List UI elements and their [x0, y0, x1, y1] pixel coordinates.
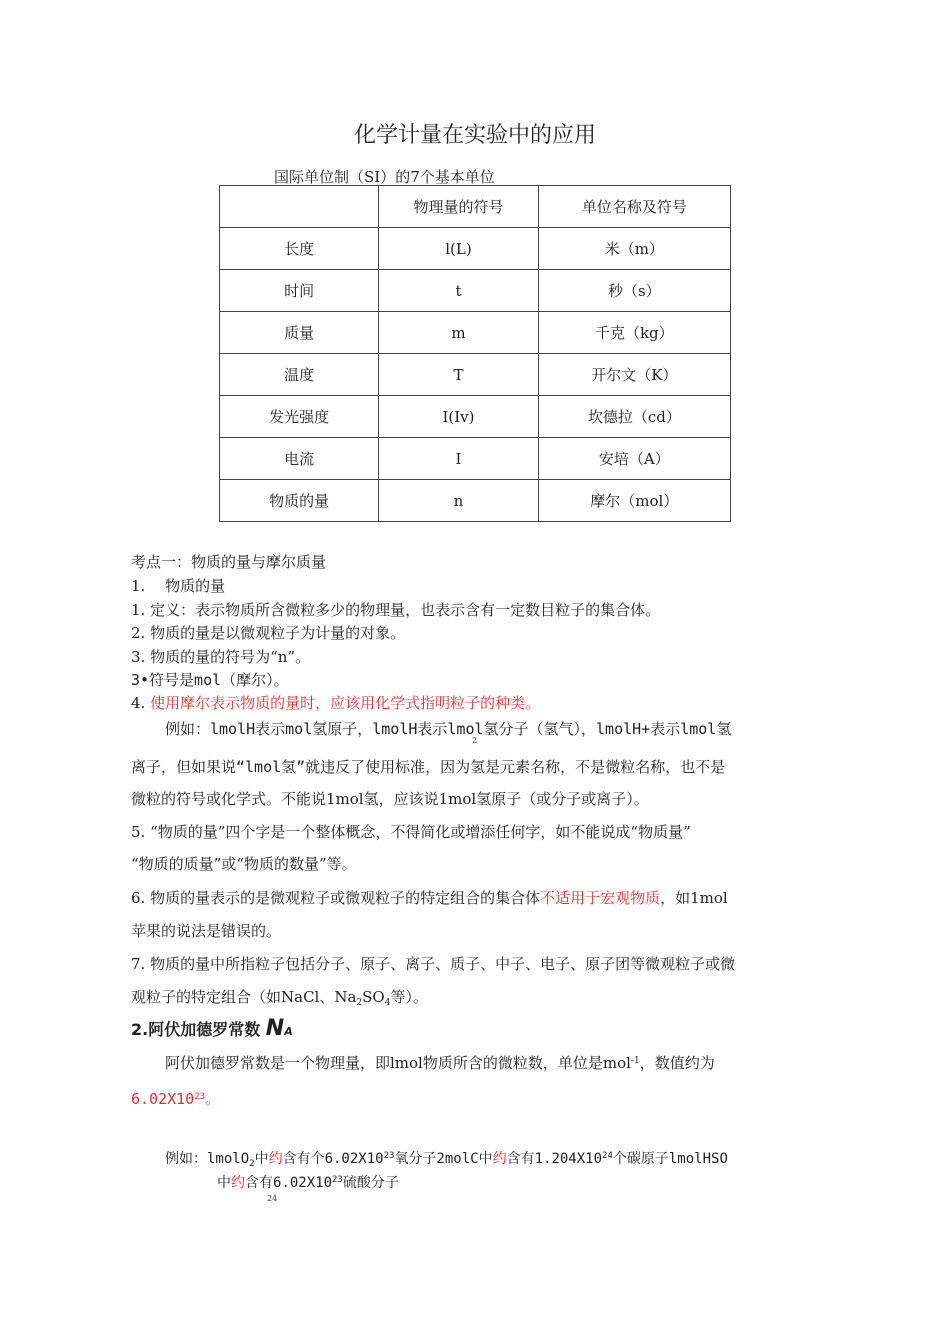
value-end: 。	[205, 1090, 221, 1108]
list-item: 苹果的说法是错误的。	[131, 922, 282, 940]
table-cell: n	[379, 480, 538, 522]
list-item	[131, 887, 728, 908]
text-run: 中	[217, 1175, 231, 1191]
example-line: 微粒的符号或化学式。不能说1mol氢，应该说1mol氢原子（或分子或离子）。	[131, 790, 649, 808]
text-run: 个碳原子lmolHSO	[612, 1151, 728, 1167]
text-run: lmolO	[207, 1151, 250, 1167]
list-item: 5. “物质的量”四个字是一个整体概念，不得简化或增添任何字，如不能说成“物质量”	[131, 823, 691, 841]
table-cell: t	[379, 270, 538, 312]
heading-text: 2.阿伏加德罗常数	[131, 1020, 261, 1039]
superscript: 23	[332, 1175, 343, 1185]
table-cell: 时间	[220, 270, 379, 312]
list-item: 1. 定义：表示物质所含微粒多少的物理量，也表示含有一定数目粒子的集合体。	[131, 601, 661, 619]
text-run: 观粒子的特定组合（如NaCl、Na	[131, 988, 357, 1006]
table-row	[220, 312, 731, 354]
value-base: 6.02X10	[131, 1090, 195, 1108]
superscript: 23	[383, 1151, 395, 1161]
table-header-row	[220, 186, 731, 228]
text-run: 中	[254, 1151, 269, 1167]
table-caption: 国际单位制（SI）的7个基本单位	[274, 168, 495, 186]
table-cell: I(Iv)	[379, 396, 538, 438]
text-run: ，数值约为	[639, 1054, 715, 1072]
subscript: 4	[384, 998, 391, 1008]
table-cell: 安培（A）	[538, 438, 730, 480]
table-cell: l(L)	[379, 228, 538, 270]
table-cell: T	[379, 354, 538, 396]
table-cell: 千克（kg）	[538, 312, 730, 354]
example-line: 离子，但如果说“lmol氢”就违反了使用标准，因为氢是元素名称，不是微粒名称，也不是	[131, 758, 726, 776]
text-run: SO	[362, 988, 385, 1006]
text-run: 含有6.02X10	[245, 1175, 333, 1191]
table-row	[220, 438, 731, 480]
table-row	[220, 228, 731, 270]
list-item: 2. 物质的量是以微观粒子为计量的对象。	[131, 624, 406, 642]
text-run: 等）。	[390, 988, 428, 1006]
subscript: 2	[249, 1159, 255, 1169]
table-cell: I	[379, 438, 538, 480]
table-cell: 长度	[220, 228, 379, 270]
list-item-number: 4.	[131, 694, 151, 712]
subscript-note: 2	[472, 736, 478, 745]
text-run: 例如：	[165, 1151, 207, 1167]
table-cell: 发光强度	[220, 396, 379, 438]
example-line	[165, 1148, 728, 1169]
table-cell: 秒（s）	[538, 270, 730, 312]
highlight-text: 约	[268, 1151, 283, 1167]
superscript: -1	[630, 1056, 640, 1066]
highlight-text: 使用摩尔表示物质的量时，应该用化学式指明粒子的种类。	[150, 694, 541, 712]
example-line	[217, 1172, 399, 1192]
table-header-cell: 单位名称及符号	[538, 186, 730, 228]
paragraph	[165, 1052, 715, 1073]
list-item: “物质的质量”或“物质的数量”等。	[131, 855, 357, 873]
table-row	[220, 354, 731, 396]
table-cell: m	[379, 312, 538, 354]
table-cell: 摩尔（mol）	[538, 480, 730, 522]
stray-subscript: 24	[267, 1194, 278, 1203]
subscript: 2	[356, 998, 363, 1008]
list-item	[131, 986, 428, 1008]
text-run: 含有个6.02X10	[282, 1151, 384, 1167]
text-run: 6. 物质的量表示的是微观粒子或微观粒子的特定组合的集合体	[131, 889, 541, 907]
table-cell: 电流	[220, 438, 379, 480]
highlight-text: 约	[231, 1175, 245, 1191]
si-units-table	[219, 185, 731, 522]
table-header-cell: 物理量的符号	[379, 186, 538, 228]
text-run: 硫酸分子	[342, 1175, 399, 1191]
section-heading	[131, 1016, 293, 1041]
table-header-cell	[220, 186, 379, 228]
table-cell: 物质的量	[220, 480, 379, 522]
page-title: 化学计量在实验中的应用	[353, 123, 596, 148]
list-item: 7. 物质的量中所指粒子包括分子、原子、离子、质子、中子、电子、原子团等微观粒子或微	[131, 955, 736, 973]
table-cell: 质量	[220, 312, 379, 354]
superscript: 24	[602, 1151, 613, 1161]
table-cell: 坎德拉（cd）	[538, 396, 730, 438]
section-heading: 考点一：物质的量与摩尔质量	[131, 553, 327, 571]
table-row	[220, 480, 731, 522]
list-item: 3. 物质的量的符号为“n”。	[131, 648, 311, 666]
highlight-text: 约	[492, 1151, 507, 1167]
constant-value	[131, 1088, 220, 1109]
symbol-letter: N	[265, 1016, 285, 1041]
value-exponent: 23	[194, 1092, 206, 1102]
text-run: 氧分子2molC中	[394, 1151, 493, 1167]
list-item: 3•符号是mol（摩尔）。	[131, 671, 289, 689]
avogadro-symbol	[266, 1016, 293, 1041]
table-cell: 开尔文（K）	[538, 354, 730, 396]
table-cell: 米（m）	[538, 228, 730, 270]
table-row	[220, 396, 731, 438]
example-line: 例如：lmolH表示mol氢原子，lmolH表示lmol氢分子（氢气），lmolH+表示lmol氢	[165, 720, 732, 738]
table-cell: 温度	[220, 354, 379, 396]
highlight-text: 不适用于宏观物质	[540, 889, 661, 907]
table-row	[220, 270, 731, 312]
text-run: 阿伏加德罗常数是一个物理量，即lmol物质所含的微粒数，单位是mol	[165, 1054, 631, 1072]
text-run: ，如1mol	[660, 889, 728, 907]
text-run: 含有1.204X10	[506, 1151, 603, 1167]
symbol-subscript: A	[284, 1025, 293, 1038]
sub-heading: 1. 物质的量	[131, 577, 226, 595]
list-item	[131, 692, 540, 713]
